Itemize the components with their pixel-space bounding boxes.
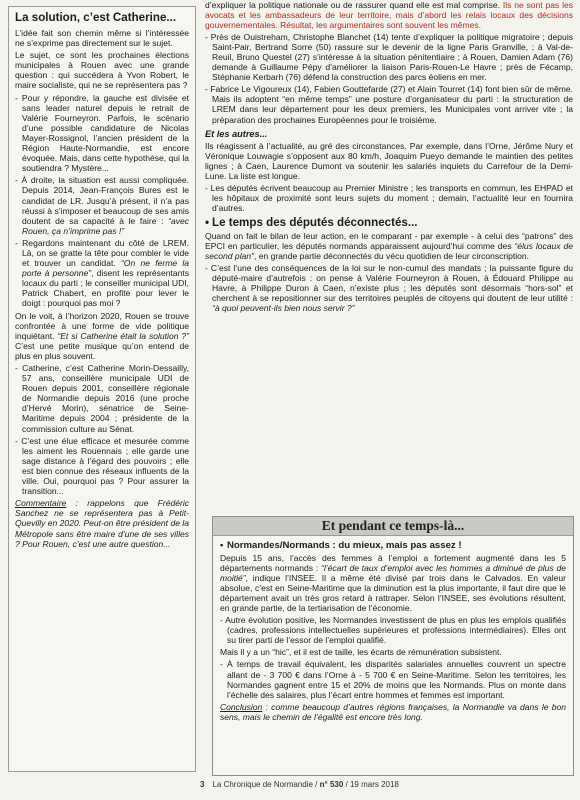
left-article-title: La solution, c’est Catherine... xyxy=(15,11,177,24)
left-dash-3-rest: , disent les représentants locaux du parti ; le conseiller municipal UDI, Patrick Chabert, en profite pour lever le doigt : pourquoi pas moi ? xyxy=(22,268,189,309)
publication-name: La Chronique de Normandie / xyxy=(212,780,320,789)
right-column xyxy=(205,0,573,512)
right-paragraph-2: Ils réagissent à l’actualité, au gré des circonstances. Par exemple, dans l’Orne, Jérôme Nury et Véronique Louwagie s’opposent aux 80 km/h, Joaquim Pueyo demande le maintien des petites lignes ; à Caen, Laurence Dumont va soutenir les salariés inquiets du Carrefour de la Demi-Lune. La liste est longue. xyxy=(205,140,573,181)
inset-paragraph-1-text: Depuis 15 ans, l’accès des femmes à l’emploi a fortement augmenté dans les 5 départements normands : xyxy=(220,553,566,574)
inset-dash-2: - À temps de travail équivalent, les disparités salariales annuelles couvrent un spectre allant de - 3 700 € dans l’Orne à - 5 700 € en Seine-Maritime. Selon les territoires, les Normandes gagnent entre 15 et 20% de moins que les Normands. Plus on monte dans l’échelle des salaires, plus l’écart entre hommes et femmes est important. xyxy=(220,659,566,700)
issue-number: n° 530 xyxy=(319,780,344,789)
page-number: 3 xyxy=(200,780,205,789)
right-dash-3: - Les députés écrivent beaucoup au Premier Ministre ; les transports en commun, les EHPAD et les hôpitaux de proximité sont leurs sujets du moment ; demain, l’actualité leur en fournira d’autres. xyxy=(205,182,573,213)
inset-subheading-text: Normandes/Normands : du mieux, mais pas assez ! xyxy=(227,540,462,551)
section-heading-deputies xyxy=(205,216,573,229)
right-dash-4 xyxy=(205,263,573,313)
left-column-box xyxy=(8,6,196,772)
inset-paragraph-2: Mais il y a un “hic”, et il est de taille, les écarts de rémunération subsistent. xyxy=(220,647,502,658)
left-dash-2 xyxy=(15,175,189,236)
subheading-others: Et les autres... xyxy=(205,128,268,139)
inset-header: Et pendant ce temps-là... xyxy=(213,517,573,536)
left-comment-label: Commentaire xyxy=(15,498,67,509)
right-dash-2: - Fabrice Le Vigoureux (14), Fabien Gouttefarde (27) et Alain Tourret (14) font bien sûr de même. Mais ils adoptent “en même temps” une posture d’organisateur du parti : la structuration de LREM dans leur département pour les deux premiers, les Municipales vont arriver vite ; la préparation des prochaines Européennes pour le troisième. xyxy=(205,84,573,125)
left-paragraph-1: L’idée fait son chemin même si l’intéressée ne s’exprime pas directement sur le sujet. xyxy=(15,28,189,49)
left-dash-3-text: - Regardons maintenant du côté de LREM. Là, on se gratte la tête pour combler le vide et trouver un candidat. xyxy=(15,237,189,269)
inset-dash-1: - Autre évolution positive, les Normandes investissent de plus en plus les emplois qualifiés (cadres, professions intellectuelles supérieures et professions intermédiaires). Elles ont su tirer parti de l’essor de l’emploi qualifié. xyxy=(220,615,566,646)
right-paragraph-1-highlight: Ils ne sont pas les avocats et les ambassadeurs de leur territoire, mais d’abord les relais locaux des décisions gouvernementales. Résultat, les argumentaires sont souvent les mêmes. xyxy=(205,0,573,31)
left-dash-1: - Pour y répondre, la gauche est divisée et sans leader naturel depuis le retrait de Valérie Fourneyron. Parfois, le scénario d’une possible candidature de Nicolas Mayer-Rossignol, l’ancien président de la Région Haute-Normandie, est encore évoquée. Mais, dans cette hypothèse, qui la soutiendra ? Mystère... xyxy=(15,92,189,174)
inset-conclusion-text: : comme beaucoup d’autres régions françaises, la Normandie va dans le bon sens, mais le chemin de l’égalité est encore très long. xyxy=(220,701,566,722)
right-paragraph-1 xyxy=(205,0,573,30)
inset-conclusion xyxy=(220,702,566,722)
right-dash-1: - Près de Ouistreham, Christophe Blanchet (14) tente d’expliquer la politique migratoire ; depuis Saint-Pair, Bertrand Sorre (50) rassure sur le devenir de la ligne Paris Granville, ; à Val-de-Reuil, Bruno Questel (27) s’intéresse à la situation pénitentiaire ; à Rouen, Damien Adam (76) demande à Guillaume Pépy d’améliorer la liaison Paris-Rouen-Le Havre ; près de Fécamp, Stéphanie Kerbarh (76) défend la construction des parcs éoliens en mer. xyxy=(205,32,573,83)
left-paragraph-3 xyxy=(15,311,189,361)
left-paragraph-3-quote: “Et si Catherine était la solution ?” xyxy=(57,330,189,341)
inset-paragraph-1 xyxy=(220,553,566,613)
right-paragraph-3-rest: , en grande partie déconnectés du vécu quotidien de leur circonscription. xyxy=(253,250,530,261)
right-paragraph-3-quote: “élus locaux de second plan” xyxy=(205,240,573,261)
right-paragraph-3-text: Quand on fait le bilan de leur action, en le comparant - par exemple - à celui des “patrons” des EPCI en particulier, les députés normands apparaissent aujourd’hui comme des xyxy=(205,230,573,251)
right-dash-4-quote: “à quoi peuvent-ils bien nous servir ?” xyxy=(212,303,355,314)
page-footer xyxy=(200,778,570,792)
left-comment xyxy=(15,498,189,548)
right-dash-4-text: - C’est l’une des conséquences de la loi sur le non-cumul des mandats ; la puissante figure du député-maire d’autrefois : on pense à Valérie Fourneyron à Rouen, à Édouard Philippe au Havre, à Philippe Duron à Caen, n’existe plus ; les députés sont désormais “hors-sol” et cherchent à se repositionner sur des territoires peuplés de citoyens qui doutent de leur utilité : xyxy=(205,263,573,304)
inset-bullet-icon: • xyxy=(220,540,224,551)
inset-subheading xyxy=(220,540,566,551)
bullet-icon: • xyxy=(205,215,210,229)
inset-conclusion-label: Conclusion xyxy=(220,701,263,712)
left-dash-2-quote: “avec Rouen, ça n’imprime pas !” xyxy=(22,215,189,236)
left-comment-text: : rappelons que Frédéric Sanchez ne se représentera pas à Petit-Quevilly en 2020. Peut-on être président de la Métropole sans être maire d’une de ses villes ? Pour Rouen, c’est une autre question... xyxy=(15,498,189,549)
issue-date: / 19 mars 2018 xyxy=(343,780,399,789)
inset-body xyxy=(213,536,573,722)
left-paragraph-3-text: On le voit, à l’horizon 2020, Rouen se trouve confrontée à une forme de vide politique inquiétant. xyxy=(15,310,189,341)
left-dash-2-text: - À droite, la situation est aussi compliquée. Depuis 2014, Jean-François Bures est le candidat de LR. Jusqu’à présent, il n’a pas réussi à s’imposer et beaucoup de ses amis doutent de sa capacité à le faire : xyxy=(15,175,189,226)
left-dash-3-quote: “On ne ferme la porte à personne” xyxy=(22,258,189,279)
left-dash-5: - C’est une élue efficace et mesurée comme les aiment les Rouennais ; elle garde une sage distance à l’égard des pouvoirs ; elle est bien connue des réseaux influents de la ville. Oui, pourquoi pas ? Pour assurer la transition... xyxy=(15,435,189,497)
left-dash-4: - Catherine, c’est Catherine Morin-Dessailly, 57 ans, conseillère municipale UDI de Rouen depuis 2001, conseillère régionale de Normandie depuis 2016 (une proche d’Hervé Morin), sénatrice de Seine-Maritime depuis 2004 ; présidente de la commission culture au Sénat. xyxy=(15,363,189,434)
right-paragraph-3 xyxy=(205,231,573,261)
left-paragraph-2: Le sujet, ce sont les prochaines élections municipales à Rouen avec une grande question : qui succédera à Yvon Robert, le maire socialiste, qui ne se représentera pas ? xyxy=(15,50,189,91)
left-paragraph-3-rest: C’est une petite musique qu’on entend de plus en plus souvent. xyxy=(15,340,189,361)
inset-paragraph-1-quote: “l’écart de taux d’emploi avec les hommes a diminué de plus de moitié” xyxy=(220,563,566,584)
left-dash-3 xyxy=(15,238,189,309)
section-heading-text: Le temps des députés déconnectés... xyxy=(212,215,418,229)
inset-paragraph-1-rest: , indique l’INSEE. Il a même été divisé par trois dans le Calvados. En valeur absolue, c’est en Seine-Maritime que la diminution est la plus importante, il faut dire que le département avait un très gros retard à rattraper. Selon l’INSEE, ses évolutions résultent, en grande partie, de la tertiarisation de l’économie. xyxy=(220,573,566,614)
inset-box xyxy=(212,516,574,776)
right-paragraph-1-text: d’expliquer la politique nationale ou de rassurer quand elle est mal comprise. xyxy=(205,0,503,10)
